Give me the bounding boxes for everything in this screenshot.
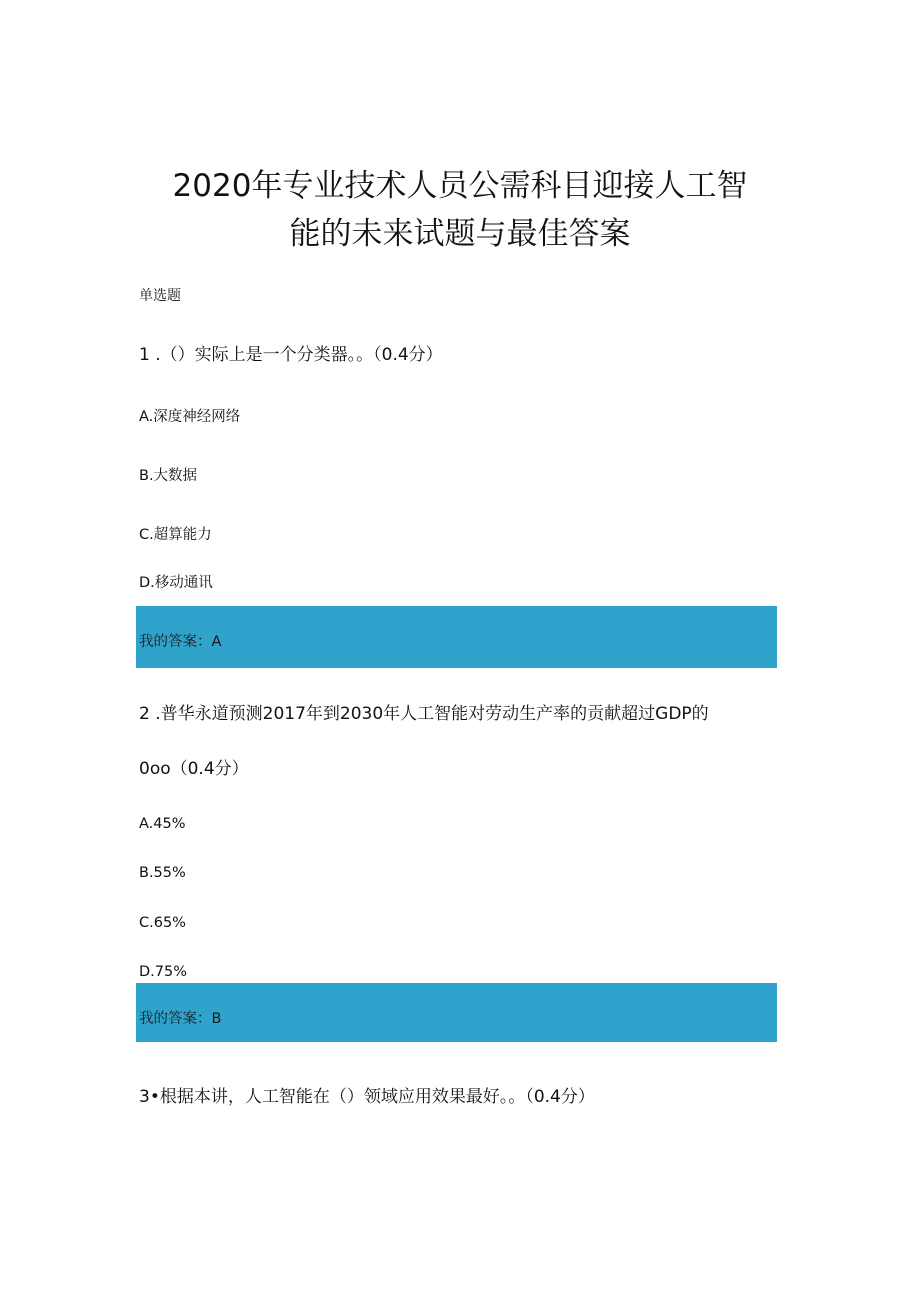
question-2-option-a[interactable]: A.45% xyxy=(139,816,186,832)
question-2-text-line-1: 2 .普华永道预测2017年到2030年人工智能对劳动生产率的贡献超过GDP的 xyxy=(139,704,709,724)
question-2-answer-bar xyxy=(136,983,777,1042)
question-2-text-line-2: 0oo（0.4分） xyxy=(139,759,249,779)
question-1-answer-bar xyxy=(136,606,777,668)
question-2-option-c[interactable]: C.65% xyxy=(139,915,186,931)
document-title xyxy=(0,162,920,258)
question-1-option-b[interactable]: B.大数据 xyxy=(139,468,198,484)
question-1-answer: 我的答案：A xyxy=(139,634,222,650)
question-2-option-d[interactable]: D.75% xyxy=(139,964,188,980)
question-3-text: 3•根据本讲，人工智能在（）领域应用效果最好。。（0.4分） xyxy=(139,1087,595,1107)
question-2-option-b[interactable]: B.55% xyxy=(139,865,186,881)
question-1-option-c[interactable]: C.超算能力 xyxy=(139,527,212,543)
section-label: 单选题 xyxy=(139,288,181,304)
question-1-text: 1 .（）实际上是一个分类器。。（0.4分） xyxy=(139,345,443,365)
question-1-option-d[interactable]: D.移动通讯 xyxy=(139,575,213,591)
document-title-line-2: 能的未来试题与最佳答案 xyxy=(289,216,631,252)
question-1-option-a[interactable]: A.深度神经网络 xyxy=(139,409,241,425)
question-2-answer: 我的答案：B xyxy=(139,1011,222,1027)
document-title-line-1: 2020年专业技术人员公需科目迎接人工智 xyxy=(172,168,748,204)
